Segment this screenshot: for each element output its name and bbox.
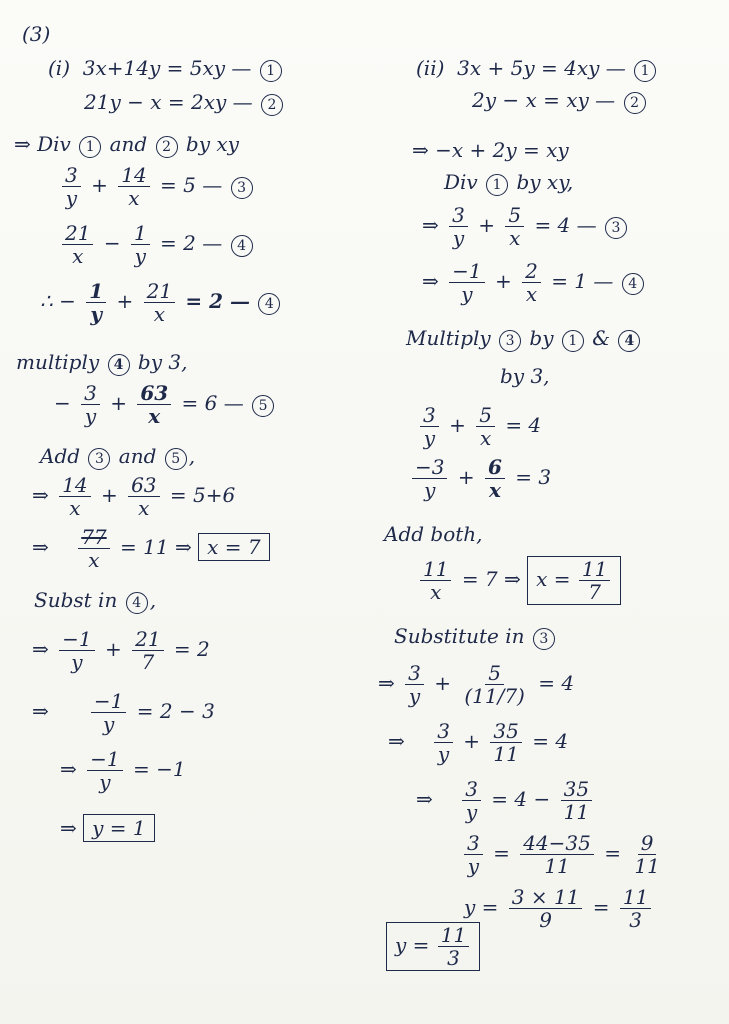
- equation-tag: 3: [231, 177, 253, 199]
- substitution-3: ⇒ $\frac{-1}{y}$ = −1: [60, 747, 186, 794]
- equation-4-rewritten: ∴ − $\frac{1}{y}$ + $\frac{21}{x}$ = 2 — 4: [40, 280, 282, 325]
- equation-tag: 1: [79, 136, 101, 158]
- fraction: $\frac{44-35}{11}$: [520, 832, 594, 877]
- step-text: by xy,: [516, 170, 574, 194]
- rearranged-equation: ⇒ −x + 2y = xy: [412, 138, 569, 162]
- equation-tag: 1: [562, 330, 584, 352]
- step-text: by: [529, 326, 554, 350]
- fraction: $\frac{3}{y}$: [420, 404, 439, 449]
- y-result: [386, 922, 480, 971]
- step-text: multiply: [16, 350, 100, 374]
- answer-box: y = 1: [83, 814, 155, 842]
- substitution-1: ⇒ $\frac{3}{y}$ + $\frac{5}{(11/7)}$ = 4: [378, 661, 575, 708]
- multiplied-equation-2: $\frac{-3}{y}$ + $\frac{6}{x}$ = 3: [408, 456, 551, 501]
- multiply-step: [16, 350, 187, 376]
- step-text: &: [592, 326, 611, 350]
- equation-tag: 2: [261, 94, 283, 116]
- fraction: $\frac{-1}{y}$: [449, 260, 484, 305]
- fraction: $\frac{35}{11}$: [490, 720, 521, 765]
- equation-text: 3x+14y = 5xy: [82, 56, 226, 80]
- equation-tag: 1: [634, 60, 656, 82]
- equation-2: 21y − x = 2xy — 2: [84, 90, 285, 116]
- step-text: Add: [40, 444, 81, 468]
- problem-number: (3): [22, 22, 51, 46]
- substitute-step: [394, 624, 557, 650]
- multiply-by-3: by 3,: [500, 364, 550, 388]
- equation-tag: 3: [605, 217, 627, 239]
- fraction: $\frac{-1}{y}$: [91, 690, 126, 735]
- substitution-2: ⇒ $\frac{3}{y}$ + $\frac{35}{11}$ = 4: [388, 719, 569, 766]
- answer-box: x = $\frac{11}{7}$: [527, 556, 621, 605]
- multiply-step: [406, 326, 642, 352]
- equation-tag: 2: [624, 92, 646, 114]
- fraction: $\frac{5}{(11/7)}$: [464, 661, 525, 708]
- equation-tag: 2: [156, 136, 178, 158]
- multiplied-equation-1: $\frac{3}{y}$ + $\frac{5}{x}$ = 4: [416, 404, 541, 449]
- step-text: Subst in: [34, 588, 118, 612]
- answer-box: y = $\frac{11}{3}$: [386, 922, 480, 971]
- equation-4: ⇒ $\frac{-1}{y}$ + $\frac{2}{x}$ = 1 — 4: [422, 260, 646, 305]
- fraction: $\frac{63}{x}$: [128, 474, 159, 519]
- fraction: $\frac{-3}{y}$: [412, 456, 447, 501]
- fraction: $\frac{11}{x}$: [420, 558, 451, 603]
- fraction: $\frac{3}{y}$: [434, 720, 453, 765]
- substitution-3: ⇒ $\frac{3}{y}$ = 4 − $\frac{35}{11}$: [416, 778, 596, 823]
- step-text: ⇒ Div: [14, 132, 71, 156]
- step-text: by xy: [185, 132, 239, 156]
- substitution-4: $\frac{3}{y}$ = $\frac{44-35}{11}$ = $\frac{9}{11}$: [460, 832, 667, 877]
- equation-tag: 5: [252, 395, 274, 417]
- equation-3: $\frac{3}{y}$ + $\frac{14}{x}$ = 5 — 3: [58, 164, 255, 209]
- fraction: $\frac{3}{y}$: [464, 832, 483, 877]
- fraction: $\frac{3}{y}$: [62, 164, 81, 209]
- equation-text: 21y − x = 2xy: [84, 90, 227, 114]
- fraction: $\frac{3}{y}$: [81, 382, 100, 427]
- divide-step: [14, 132, 239, 158]
- fraction: $\frac{77}{x}$: [78, 526, 109, 571]
- equation-tag: 1: [260, 60, 282, 82]
- fraction: $\frac{6}{x}$: [485, 456, 505, 501]
- equation-tag: 3: [533, 628, 555, 650]
- fraction: $\frac{14}{x}$: [118, 164, 149, 209]
- equation-tag: 3: [88, 448, 110, 470]
- equation-4: $\frac{21}{x}$ − $\frac{1}{y}$ = 2 — 4: [58, 222, 255, 267]
- step-text: and: [118, 444, 157, 468]
- equation-tag: 4: [258, 293, 280, 315]
- fraction: $\frac{2}{x}$: [522, 260, 541, 305]
- x-result: ⇒ $\frac{77}{x}$ = 11 ⇒ x = 7: [32, 526, 270, 571]
- answer-box: x = 7: [198, 533, 269, 561]
- fraction: $\frac{14}{x}$: [59, 474, 90, 519]
- fraction: $\frac{3}{y}$: [405, 662, 424, 707]
- equation-text: 3x + 5y = 4xy: [457, 56, 600, 80]
- y-result: ⇒ y = 1: [60, 814, 155, 842]
- part-label: (ii): [416, 56, 445, 80]
- add-step: Add 3 and 5 ,: [40, 444, 196, 468]
- fraction: $\frac{5}{x}$: [505, 204, 524, 249]
- fraction: $\frac{-1}{y}$: [59, 628, 94, 673]
- step-text: Substitute in: [394, 624, 525, 648]
- equation-2: 2y − x = xy — 2: [472, 88, 648, 114]
- fraction: $\frac{1}{y}$: [131, 222, 150, 267]
- fraction: $\frac{63}{x}$: [137, 382, 171, 427]
- fraction: $\frac{5}{x}$: [476, 404, 495, 449]
- equation-1: (i) 3x+14y = 5xy — 1: [48, 56, 284, 82]
- equation-tag: 3: [499, 330, 521, 352]
- part-label: (i): [48, 56, 71, 80]
- equation-3: ⇒ $\frac{3}{y}$ + $\frac{5}{x}$ = 4 — 3: [422, 204, 629, 249]
- fraction: $\frac{21}{x}$: [62, 222, 93, 267]
- divide-step: [444, 170, 573, 196]
- substitution-1: ⇒ $\frac{-1}{y}$ + $\frac{21}{7}$ = 2: [32, 627, 210, 674]
- equation-tag: 1: [486, 174, 508, 196]
- step-text: Div: [444, 170, 478, 194]
- equation-tag: 4: [622, 273, 644, 295]
- equation-tag: 5: [165, 448, 187, 470]
- step-text: by 3,: [137, 350, 188, 374]
- equation-tag: 4: [231, 235, 253, 257]
- equation-tag: 4: [108, 354, 130, 376]
- fraction: $\frac{3 \times 11}{9}$: [509, 886, 583, 931]
- equation-1: (ii) 3x + 5y = 4xy — 1: [416, 56, 658, 82]
- step-text: Multiply: [406, 326, 491, 350]
- fraction: $\frac{9}{11}$: [634, 831, 660, 878]
- equation-tag: 4: [126, 592, 148, 614]
- equation-5: − $\frac{3}{y}$ + $\frac{63}{x}$ = 6 — 5: [54, 382, 276, 427]
- add-both-step: Add both,: [384, 522, 483, 546]
- fraction: $\frac{-1}{y}$: [87, 748, 122, 793]
- fraction: $\frac{3}{y}$: [449, 204, 468, 249]
- fraction: $\frac{21}{x}$: [144, 280, 175, 325]
- substitution-2: ⇒ $\frac{-1}{y}$ = 2 − 3: [32, 689, 215, 736]
- x-result: $\frac{11}{x}$ = 7 ⇒ x = $\frac{11}{7}$: [416, 556, 621, 605]
- fraction: $\frac{1}{y}$: [86, 280, 106, 325]
- step-text: and: [109, 132, 148, 156]
- fraction: $\frac{11}{3}$: [620, 886, 651, 931]
- equation-text: 2y − x = xy: [472, 88, 589, 112]
- fraction: $\frac{3}{y}$: [462, 778, 481, 823]
- sum-equation: ⇒ $\frac{14}{x}$ + $\frac{63}{x}$ = 5+6: [32, 473, 236, 520]
- equation-tag: 4: [618, 330, 640, 352]
- fraction: $\frac{35}{11}$: [561, 778, 592, 823]
- substitution-5: y = $\frac{3 \times 11}{9}$ = $\frac{11}{3}$: [464, 886, 655, 931]
- fraction: $\frac{21}{7}$: [132, 628, 163, 673]
- substitute-step: Subst in 4 ,: [34, 588, 157, 612]
